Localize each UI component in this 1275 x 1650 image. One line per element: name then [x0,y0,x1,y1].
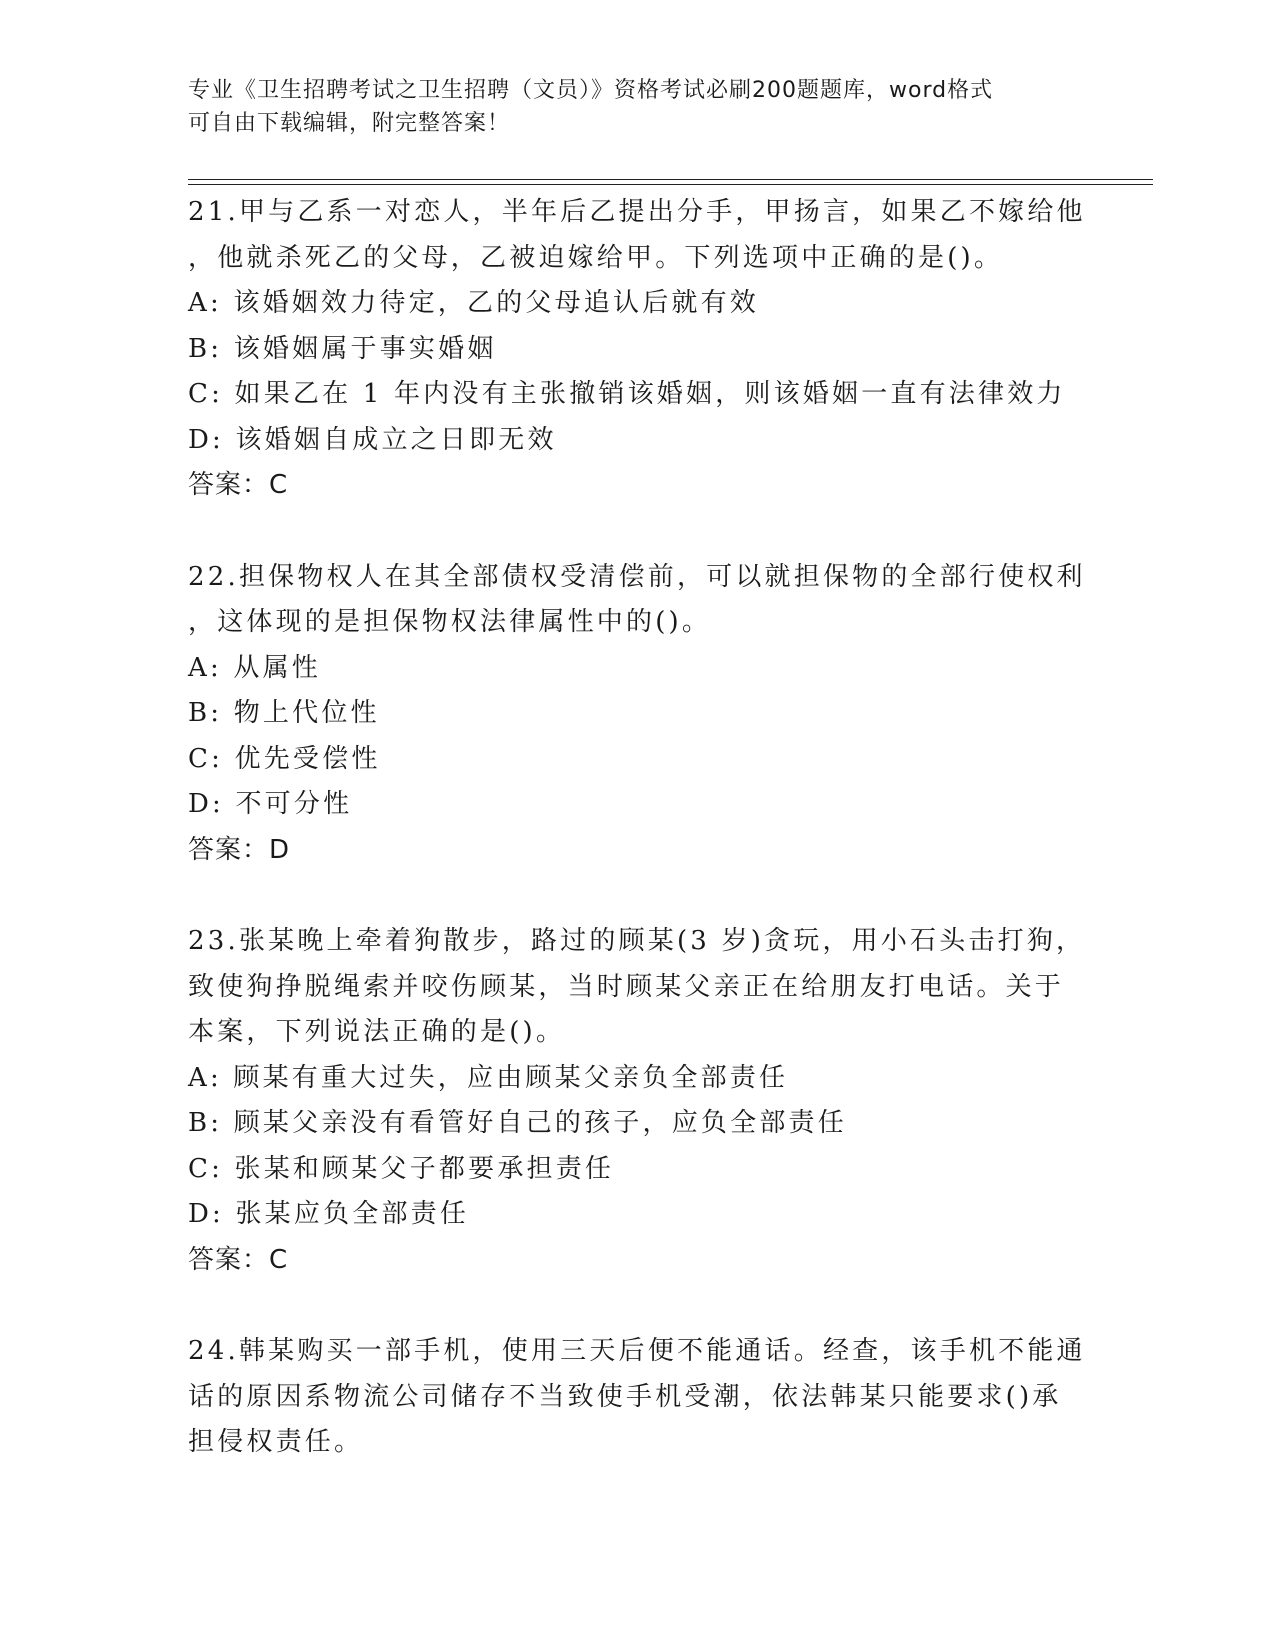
question-list [188,190,1088,1512]
answer-label: 答案：D [188,834,291,865]
option-d: D: 张某应负全部责任 [188,1199,470,1229]
header-divider-bottom [188,184,1153,185]
answer-label: 答案：C [188,470,289,500]
answer-label: 答案：C [188,1244,289,1275]
question-stem-line: ，他就杀死乙的父母，乙被迫嫁给甲。下列选项中正确的是()。 [188,242,1004,273]
option-d: D: 不可分性 [188,789,353,819]
question-stem-line: 23.张某晚上牵着狗散步，路过的顾某(3 岁)贪玩，用小石头击打狗， [188,926,1086,956]
question-stem-line: 话的原因系物流公司储存不当致使手机受潮，依法韩某只能要求()承 [188,1381,1062,1412]
header-divider-top [188,179,1153,180]
header-line-1: 专业《卫生招聘考试之卫生招聘（文员）》资格考试必刷200题题库，word格式 [188,78,994,103]
option-c: C: 如果乙在 1 年内没有主张撤销该婚姻，则该婚姻一直有法律效力 [188,379,1066,409]
option-d: D: 该婚姻自成立之日即无效 [188,424,557,455]
question-stem-line: 21.甲与乙系一对恋人，半年后乙提出分手，甲扬言，如果乙不嫁给他 [188,197,1086,227]
option-c: C: 张某和顾某父子都要承担责任 [188,1153,615,1184]
question-stem-line: 24.韩某购买一部手机，使用三天后便不能通话。经查，该手机不能通 [188,1336,1086,1366]
question-stem-line: ，这体现的是担保物权法律属性中的()。 [188,607,712,637]
question-stem-line: 担侵权责任。 [188,1427,364,1457]
question-21 [188,190,1088,509]
option-c: C: 优先受偿性 [188,743,381,774]
option-a: A: 该婚姻效力待定，乙的父母追认后就有效 [188,288,760,318]
option-b: B: 物上代位性 [188,698,380,728]
header-line-2: 可自由下载编辑，附完整答案！ [188,111,511,136]
document-header [188,74,1088,140]
question-22 [188,555,1088,874]
option-a: A: 从属性 [188,652,322,683]
question-24 [188,1329,1088,1466]
option-b: B: 该婚姻属于事实婚姻 [188,333,497,364]
question-stem-line: 本案，下列说法正确的是()。 [188,1017,566,1047]
option-b: B: 顾某父亲没有看管好自己的孩子，应负全部责任 [188,1108,847,1138]
option-a: A: 顾某有重大过失，应由顾某父亲负全部责任 [188,1062,789,1093]
question-23 [188,919,1088,1283]
question-stem-line: 22.担保物权人在其全部债权受清偿前，可以就担保物的全部行使权利 [188,561,1086,592]
question-stem-line: 致使狗挣脱绳索并咬伤顾某，当时顾某父亲正在给朋友打电话。关于 [188,971,1065,1002]
